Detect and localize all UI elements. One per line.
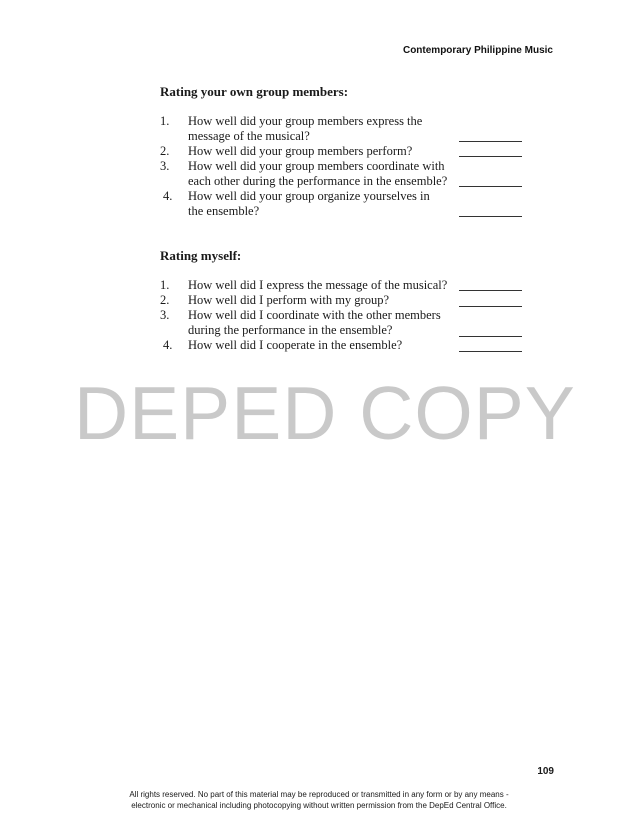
rating-blank — [459, 216, 522, 217]
question-text-line-1: How well did I coordinate with the other members — [188, 308, 441, 322]
rating-blank — [459, 156, 522, 157]
rating-blank — [459, 141, 522, 142]
question-text-line-2: message of the musical? — [188, 129, 310, 143]
rating-blank — [459, 306, 522, 307]
rating-blank — [459, 186, 522, 187]
question-text-line-2: the ensemble? — [188, 204, 260, 218]
copyright-footer — [0, 789, 638, 811]
question-text-line-1: How well did your group members coordinate with — [188, 159, 445, 173]
question-number: 3. — [160, 159, 170, 173]
deped-copy-watermark: DEPED COPY — [74, 371, 576, 455]
page-number: 109 — [537, 766, 554, 777]
question-text-line-1: How well did I cooperate in the ensemble? — [188, 338, 403, 352]
footer-line-2: electronic or mechanical including photocopying without written permission from the DepEd Central Office. — [131, 801, 507, 810]
question-text-line-2: each other during the performance in the ensemble? — [188, 174, 448, 188]
rating-blank — [459, 351, 522, 352]
question-number: 4. — [163, 189, 173, 203]
question-number: 1. — [160, 114, 170, 128]
question-text-line-1: How well did your group organize yourselves in — [188, 189, 430, 203]
rating-blank — [459, 290, 522, 291]
rating-blank — [459, 336, 522, 337]
question-number: 3. — [160, 308, 170, 322]
footer-line-1: All rights reserved. No part of this material may be reproduced or transmitted in any form or by any means - — [129, 790, 509, 799]
question-text-line-1: How well did your group members perform? — [188, 144, 413, 158]
question-text-line-1: How well did I express the message of the musical? — [188, 278, 448, 292]
running-header: Contemporary Philippine Music — [402, 45, 553, 56]
question-text-line-1: How well did your group members express the — [188, 114, 423, 128]
question-text-line-2: during the performance in the ensemble? — [188, 323, 393, 337]
question-number: 4. — [163, 338, 173, 352]
question-number: 1. — [160, 278, 170, 292]
section-title-group-members: Rating your own group members: — [160, 84, 349, 99]
question-number: 2. — [160, 293, 170, 307]
question-number: 2. — [160, 144, 170, 158]
section-title-myself: Rating myself: — [160, 248, 242, 263]
question-text-line-1: How well did I perform with my group? — [188, 293, 390, 307]
